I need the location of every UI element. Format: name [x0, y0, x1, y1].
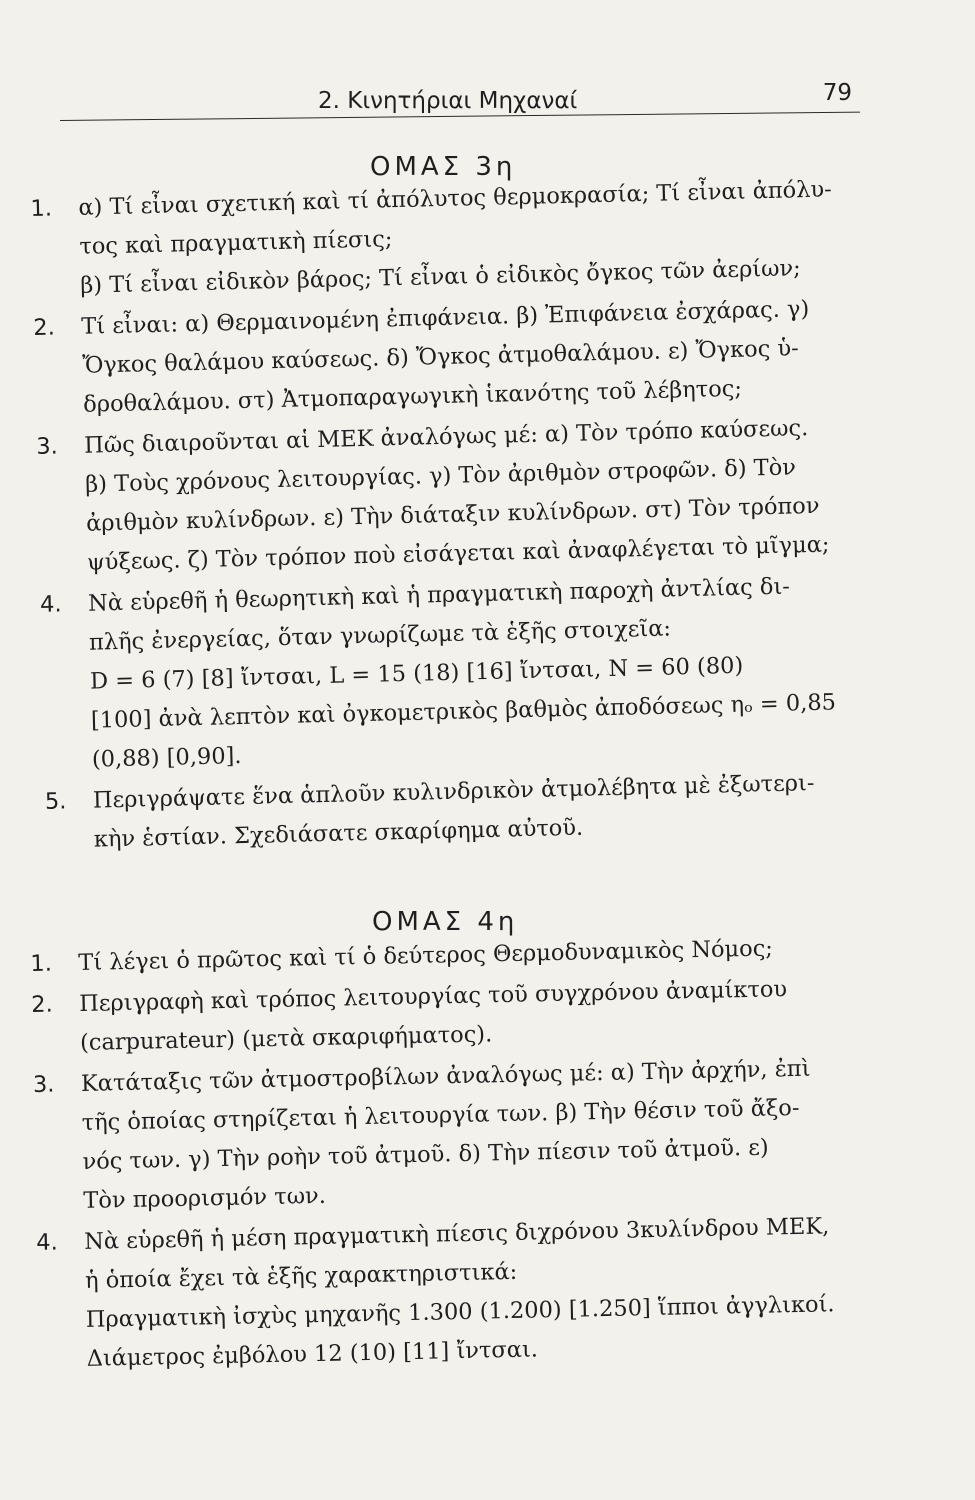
question-text-line: τος καὶ πραγματικὴ πίεσις;: [79, 226, 393, 260]
question-item: [33, 1048, 886, 1222]
question-list-group-4: [30, 927, 889, 1382]
question-text-line: Τὸν προορισμόν των.: [83, 1182, 327, 1214]
question-text-line: Τί εἶναι: α) Θερμαινομένη ἐπιφάνεια. β) Ἐπιφάνεια ἐσχάρας. γ): [81, 296, 810, 340]
question-item: [40, 565, 895, 781]
question-text-line: πλῆς ἐνεργείας, ὅταν γνωρίζωμε τὰ ἑξῆς στοιχεῖα:: [88, 615, 672, 656]
question-item: [36, 407, 890, 584]
group-title-4: ΟΜΑΣ 4η: [372, 907, 519, 937]
question-number: 2.: [33, 314, 56, 341]
question-text-line: β) Τοὺς χρόνους λειτουργίας. γ) Τὸν ἀριθμὸν στροφῶν. δ) Τὸν: [84, 454, 797, 498]
question-text-line: Διάμετρος ἐμβόλου 12 (10) [11] ἴντσαι.: [86, 1336, 539, 1372]
page-number: 79: [822, 80, 852, 106]
question-number: 3.: [32, 1071, 55, 1098]
question-list-group-3: [30, 169, 896, 863]
question-text-line: Ὄγκος θαλάμου καύσεως. δ) Ὄγκος ἀτμοθαλάμου. ε) Ὄγκος ὑ-: [81, 335, 799, 379]
question-item: [30, 169, 883, 307]
question-text-line: νός των. γ) Τὴν ροὴν τοῦ ἀτμοῦ. δ) Τὴν πίεσιν τοῦ ἀτμοῦ. ε): [82, 1134, 769, 1175]
question-item: [31, 968, 882, 1064]
question-item: [33, 288, 886, 426]
question-number: 4.: [39, 591, 62, 618]
question-text-line: ἡ ὁποία ἔχει τὰ ἑξῆς χαρακτηριστικά:: [84, 1258, 518, 1294]
question-text-line: D = 6 (7) [8] ἴντσαι, L = 15 (18) [16] ἴντσαι, N = 60 (80): [89, 652, 744, 695]
question-text-line: (carpurateur) (μετὰ σκαριφήματος).: [79, 1021, 493, 1056]
question-number: 3.: [35, 433, 59, 460]
question-text-line: δροθαλάμου. στ) Ἀτμοπαραγωγικὴ ἱκανότης τοῦ λέβητος;: [82, 375, 743, 418]
question-text-line: ψύξεως. ζ) Τὸν τρόπον ποὺ εἰσάγεται καὶ ἀναφλέγεται τὸ μῖγμα;: [86, 531, 830, 576]
question-text-line: Περιγράψατε ἕνα ἁπλοῦν κυλινδρικὸν ἀτμολέβητα μὲ ἐξωτερι-: [92, 770, 815, 814]
question-number: 2.: [30, 991, 53, 1018]
question-text-line: Τί λέγει ὁ πρῶτος καὶ τί ὁ δεύτερος Θερμοδυναμικὸς Νόμος;: [78, 935, 774, 976]
question-text-line: ἀριθμὸν κυλίνδρων. ε) Τὴν διάταξιν κυλίνδρων. στ) Τὸν τρόπον: [85, 492, 820, 537]
question-text-line: Νὰ εὑρεθῆ ἡ μέση πραγματικὴ πίεσις διχρόνου 3κυλίνδρου ΜΕΚ,: [83, 1213, 830, 1255]
question-number: 1.: [30, 195, 53, 222]
question-text-line: β) Τί εἶναι εἰδικὸν βάρος; Τί εἶναι ὁ εἰδικὸς ὄγκος τῶν ἀερίων;: [80, 255, 802, 299]
question-text-line: [100] ἀνὰ λεπτὸν καὶ ὀγκομετρικὸς βαθμὸς ἀποδόσεως ηₒ = 0,85: [90, 689, 837, 734]
question-text-line: τῆς ὁποίας στηρίζεται ἡ λειτουργία των. β) Τὴν θέσιν τοῦ ἄξο-: [81, 1094, 800, 1136]
question-text-line: (0,88) [0,90].: [91, 743, 242, 773]
question-text-line: Περιγραφὴ καὶ τρόπος λειτουργίας τοῦ συγχρόνου ἀναμίκτου: [78, 976, 788, 1017]
question-number: 4.: [35, 1229, 58, 1256]
chapter-title: 2. Κινητήριαι Μηχαναί: [318, 88, 578, 114]
question-number: 5.: [44, 788, 67, 815]
question-text-line: Πῶς διαιροῦνται αἱ ΜΕΚ ἀναλόγως μέ: α) Τὸν τρόπο καύσεως.: [83, 415, 809, 459]
question-text-line: α) Τί εἶναι σχετική καὶ τί ἀπόλυτος θερμοκρασία; Τί εἶναι ἀπόλυ-: [78, 176, 833, 221]
question-text-line: Νὰ εὑρεθῆ ἡ θεωρητικὴ καὶ ἡ πραγματικὴ παροχὴ ἀντλίας δι-: [87, 573, 791, 617]
question-number: 1.: [30, 950, 53, 977]
group-title-3: ΟΜΑΣ 3η: [370, 152, 517, 182]
question-text-line: Κατάταξις τῶν ἀτμοστροβίλων ἀναλόγως μέ: α) Τὴν ἀρχήν, ἐπὶ: [80, 1055, 811, 1097]
question-text-line: Πραγματικὴ ἰσχὺς μηχανῆς 1.300 (1.200) [1.250] ἵπποι ἀγγλικοί.: [85, 1291, 835, 1333]
question-text-line: κὴν ἑστίαν. Σχεδιάσατε σκαρίφημα αὐτοῦ.: [93, 814, 584, 853]
question-item: [36, 1206, 889, 1380]
